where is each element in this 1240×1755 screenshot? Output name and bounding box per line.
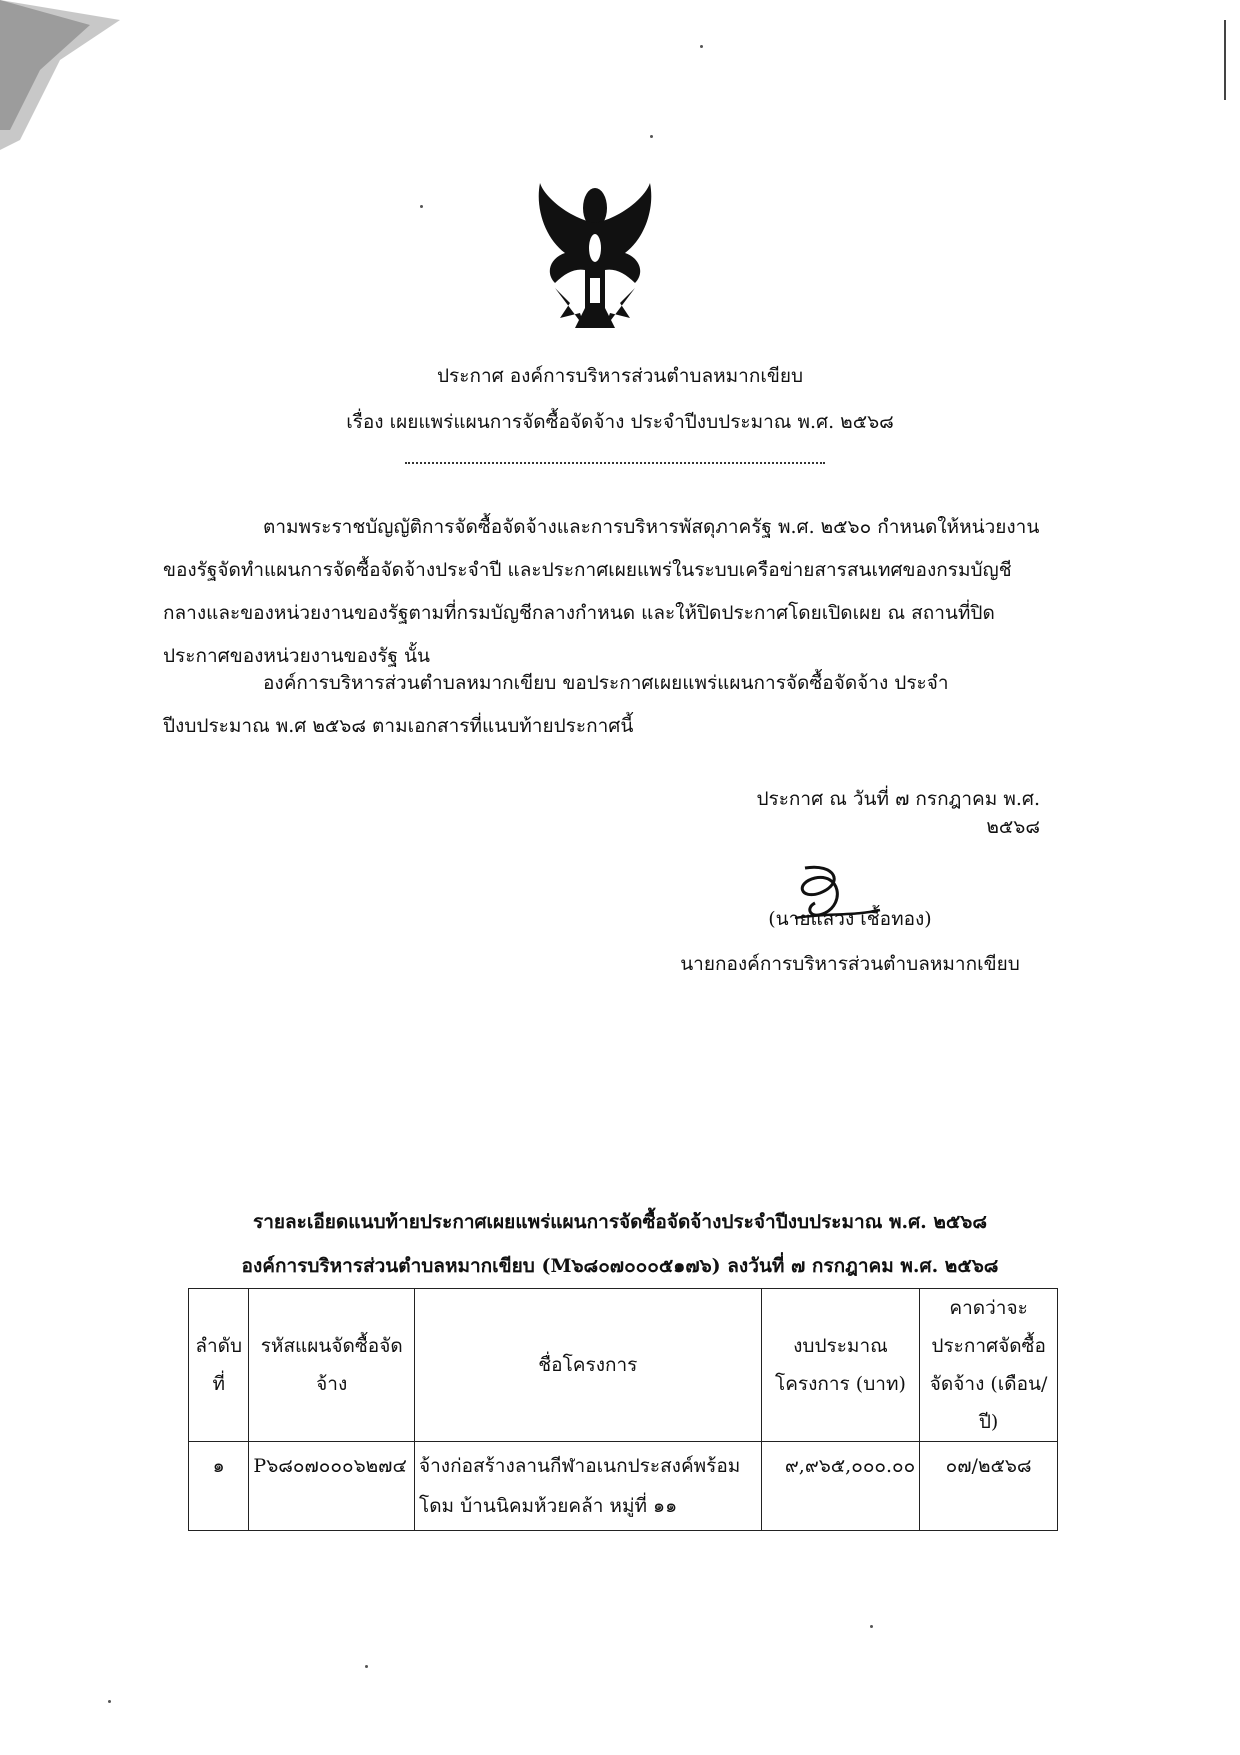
signer-name: (นายแสวง เชื้อทอง) (768, 908, 932, 930)
header-no: ลำดับที่ (189, 1289, 249, 1442)
annex-subtitle: องค์การบริหารส่วนตำบลหมากเขียบ (M๖๘๐๗๐๐๐๕๑๗๖) ลงวันที่ ๗ กรกฎาคม พ.ศ. ๒๕๖๘ (241, 1255, 999, 1277)
announcement-paragraph-1: ตามพระราชบัญญัติการจัดซื้อจัดจ้างและการบริหารพัสดุภาครัฐ พ.ศ. ๒๕๖๐ กำหนดให้หน่วยงานของรัฐจัดทำแผนการจัดซื้อจัดจ้างประจำปี และประกาศเผยแพร่ในระบบเครือข่ายสารสนเทศของกรมบัญชีกลางและของหน่วยงานของรัฐตามที่กรมบัญชีกลางกำหนด และให้ปิดประกาศโดยเปิดเผย ณ สถานที่ปิดประกาศของหน่วยงานของรัฐ นั้น (163, 516, 1040, 667)
announcement-subject: เรื่อง เผยแพร่แผนการจัดซื้อจัดจ้าง ประจำปีงบประมาณ พ.ศ. ๒๕๖๘ (346, 411, 894, 433)
scan-speck (650, 135, 653, 138)
scan-speck (108, 1700, 111, 1703)
scan-shadow-artifact (0, 0, 120, 150)
garuda-emblem-icon (530, 178, 660, 338)
scan-speck (420, 205, 423, 208)
announcement-title: ประกาศ องค์การบริหารส่วนตำบลหมากเขียบ (436, 365, 804, 387)
header-budget: งบประมาณโครงการ (บาท) (761, 1289, 920, 1442)
table-header-row (189, 1289, 1058, 1442)
scan-edge-artifact (1224, 20, 1226, 100)
table-row (189, 1442, 1058, 1531)
cell-expected-month: ๐๗/๒๕๖๘ (920, 1442, 1058, 1531)
procurement-plan-table (188, 1288, 1058, 1531)
cell-project-name: จ้างก่อสร้างลานกีฬาอเนกประสงค์พร้อมโดม บ้านนิคมห้วยคล้า หมู่ที่ ๑๑ (415, 1442, 762, 1531)
header-project-name: ชื่อโครงการ (415, 1289, 762, 1442)
announcement-paragraph-2: องค์การบริหารส่วนตำบลหมากเขียบ ขอประกาศเผยแพร่แผนการจัดซื้อจัดจ้าง ประจำปีงบประมาณ พ.ศ ๒๕๖๘ ตามเอกสารที่แนบท้ายประกาศนี้ (163, 672, 949, 737)
scan-speck (700, 45, 703, 48)
scan-speck (870, 1625, 873, 1628)
header-code: รหัสแผนจัดซื้อจัดจ้าง (249, 1289, 415, 1442)
cell-no: ๑ (189, 1442, 249, 1531)
dotted-divider (405, 462, 825, 464)
scan-speck (365, 1665, 368, 1668)
cell-code: P๖๘๐๗๐๐๐๖๒๗๔ (249, 1442, 415, 1531)
signer-title: นายกองค์การบริหารส่วนตำบลหมากเขียบ (680, 953, 1020, 975)
cell-budget: ๙,๙๖๕,๐๐๐.๐๐ (761, 1442, 920, 1531)
header-expected-month: คาดว่าจะประกาศจัดซื้อจัดจ้าง (เดือน/ปี) (920, 1289, 1058, 1442)
announcement-date: ประกาศ ณ วันที่ ๗ กรกฎาคม พ.ศ. ๒๕๖๘ (756, 788, 1040, 838)
annex-title: รายละเอียดแนบท้ายประกาศเผยแพร่แผนการจัดซื้อจัดจ้างประจำปีงบประมาณ พ.ศ. ๒๕๖๘ (253, 1211, 987, 1233)
